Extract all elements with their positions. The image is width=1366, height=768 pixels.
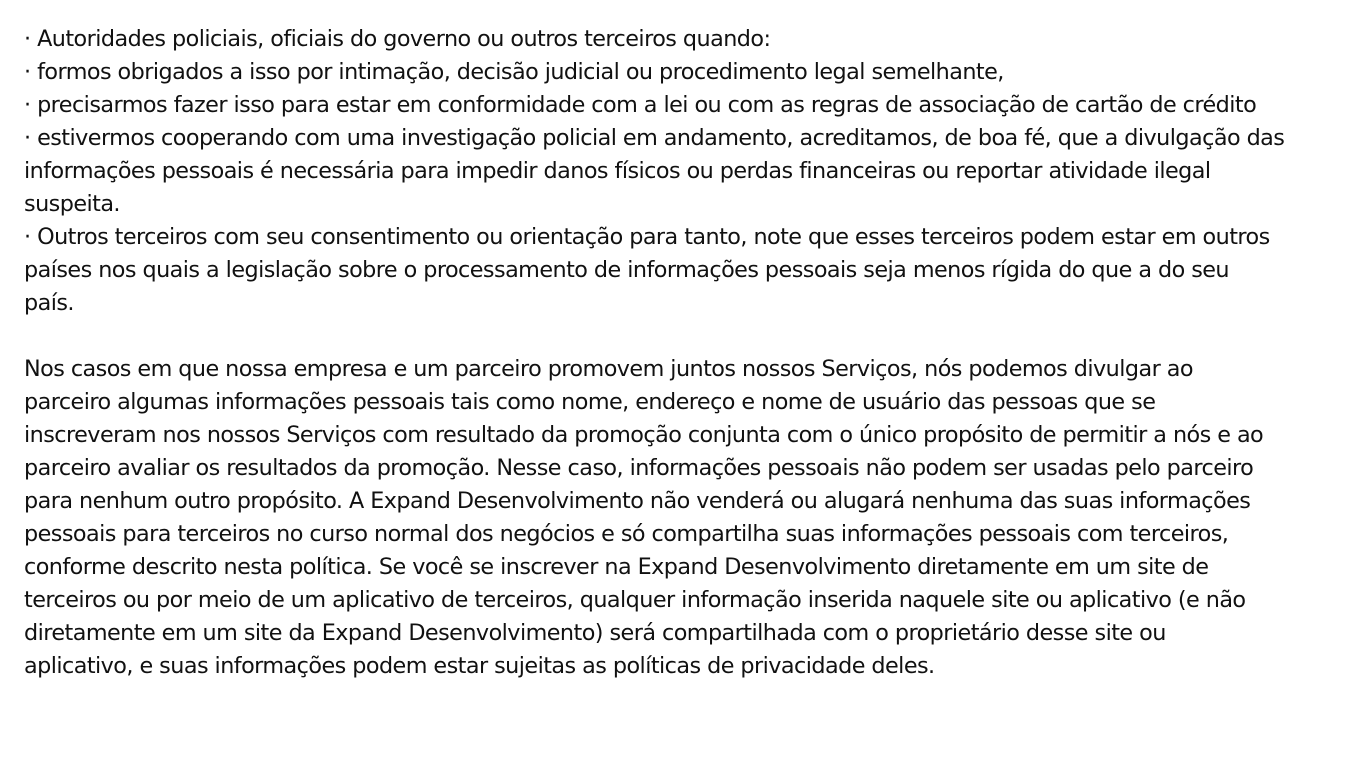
paragraph-line: inscreveram nos nossos Serviços com resultado da promoção conjunta com o único propósito de permitir a nós e ao xyxy=(24,422,1264,448)
bullet-line: suspeita. xyxy=(24,191,120,217)
policy-text-section xyxy=(24,23,1349,683)
bullet-line: país. xyxy=(24,290,74,316)
paragraph-line: parceiro algumas informações pessoais tais como nome, endereço e nome de usuário das pessoas que se xyxy=(24,389,1156,415)
partner-disclosure-paragraph xyxy=(24,353,1349,683)
paragraph-line: Nos casos em que nossa empresa e um parceiro promovem juntos nossos Serviços, nós podemos divulgar ao xyxy=(24,356,1193,382)
paragraph-line: pessoais para terceiros no curso normal dos negócios e só compartilha suas informações pessoais com terceiros, xyxy=(24,521,1229,547)
paragraph-spacer xyxy=(24,320,1349,353)
bullet-line: países nos quais a legislação sobre o processamento de informações pessoais seja menos rígida do que a do seu xyxy=(24,257,1230,283)
paragraph-line: para nenhum outro propósito. A Expand Desenvolvimento não venderá ou alugará nenhuma das suas informações xyxy=(24,488,1251,514)
paragraph-line: conforme descrito nesta política. Se você se inscrever na Expand Desenvolvimento diretamente em um site de xyxy=(24,554,1209,580)
bullet-line: · Outros terceiros com seu consentimento ou orientação para tanto, note que esses terceiros podem estar em outros xyxy=(24,224,1270,250)
bullet-line: · Autoridades policiais, oficiais do governo ou outros terceiros quando: xyxy=(24,26,771,52)
bullet-line: informações pessoais é necessária para impedir danos físicos ou perdas financeiras ou reportar atividade ilegal xyxy=(24,158,1211,184)
paragraph-line: diretamente em um site da Expand Desenvolvimento) será compartilhada com o proprietário desse site ou xyxy=(24,620,1166,646)
bullet-line: · precisarmos fazer isso para estar em conformidade com a lei ou com as regras de associação de cartão de crédito xyxy=(24,92,1257,118)
bullet-line: · formos obrigados a isso por intimação, decisão judicial ou procedimento legal semelhante, xyxy=(24,59,1004,85)
paragraph-line: terceiros ou por meio de um aplicativo de terceiros, qualquer informação inserida naquele site ou aplicativo (e não xyxy=(24,587,1246,613)
paragraph-line: aplicativo, e suas informações podem estar sujeitas as políticas de privacidade deles. xyxy=(24,653,935,679)
paragraph-line: parceiro avaliar os resultados da promoção. Nesse caso, informações pessoais não podem ser usadas pelo parceiro xyxy=(24,455,1254,481)
bullet-line: · estivermos cooperando com uma investigação policial em andamento, acreditamos, de boa fé, que a divulgação das xyxy=(24,125,1285,151)
disclosure-bullet-list xyxy=(24,23,1349,320)
